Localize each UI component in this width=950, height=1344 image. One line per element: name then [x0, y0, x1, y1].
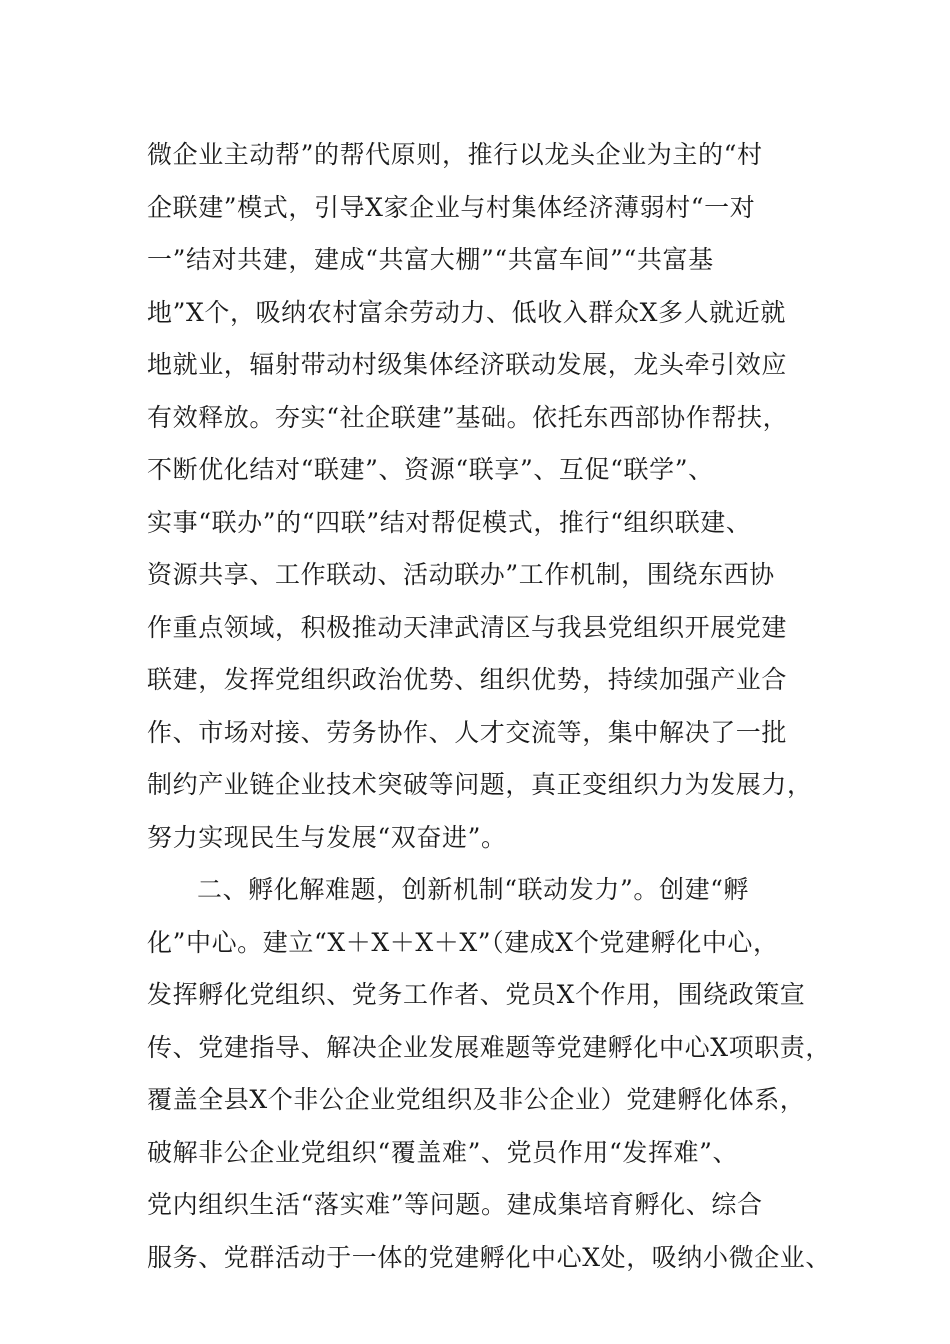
- text-line: 地就业，辐射带动村级集体经济联动发展，龙头牵引效应: [147, 350, 788, 379]
- text-line: 破解非公企业党组织“覆盖难”、党员作用“发挥难”、: [147, 1137, 739, 1167]
- text-line: 联建，发挥党组织政治优势、组织优势，持续加强产业合: [147, 665, 788, 694]
- text-line: 微企业主动帮”的帮代原则，推行以龙头企业为主的“村: [147, 140, 763, 169]
- text-line: 实事“联办”的“四联”结对帮促模式，推行“组织联建、: [147, 507, 752, 537]
- body-text: [147, 129, 831, 1284]
- text-line: 地”X个，吸纳农村富余劳动力、低收入群众X多人就近就: [147, 297, 786, 327]
- text-line: 不断优化结对“联建”、资源“联享”、互促“联学”、: [147, 455, 714, 484]
- text-line: 资源共享、工作联动、活动联办”工作机制，围绕东西协: [147, 560, 775, 589]
- text-line: 党内组织生活“落实难”等问题。建成集培育孵化、综合: [147, 1190, 763, 1219]
- text-line: 覆盖全县X个非公企业党组织及非公企业）党建孵化体系，: [147, 1085, 806, 1114]
- text-line: 制约产业链企业技术突破等问题，真正变组织力为发展力，: [147, 770, 813, 799]
- text-line: 努力实现民生与发展“双奋进”。: [147, 822, 507, 852]
- text-line: 企联建”模式，引导X家企业与村集体经济薄弱村“一对: [147, 192, 756, 222]
- text-line: 传、党建指导、解决企业发展难题等党建孵化中心X项职责，: [147, 1032, 831, 1062]
- text-line: 有效释放。夯实“社企联建”基础。依托东西部协作帮扶，: [147, 402, 789, 432]
- text-line: 服务、党群活动于一体的党建孵化中心X处，吸纳小微企业、: [147, 1242, 831, 1272]
- text-line: 化”中心。建立“X＋X＋X＋X”（建成X个党建孵化中心，: [147, 927, 779, 957]
- section-heading-line: 二、孵化解难题，创新机制“联动发力”。创建“孵: [197, 875, 750, 904]
- text-line: 一”结对共建，建成“共富大棚”“共富车间”“共富基: [147, 245, 714, 274]
- text-line: 作、市场对接、劳务协作、人才交流等，集中解决了一批: [147, 717, 788, 747]
- text-line: 作重点领域，积极推动天津武清区与我县党组织开展党建: [147, 612, 788, 642]
- text-line: 发挥孵化党组织、党务工作者、党员X个作用，围绕政策宣: [147, 980, 806, 1009]
